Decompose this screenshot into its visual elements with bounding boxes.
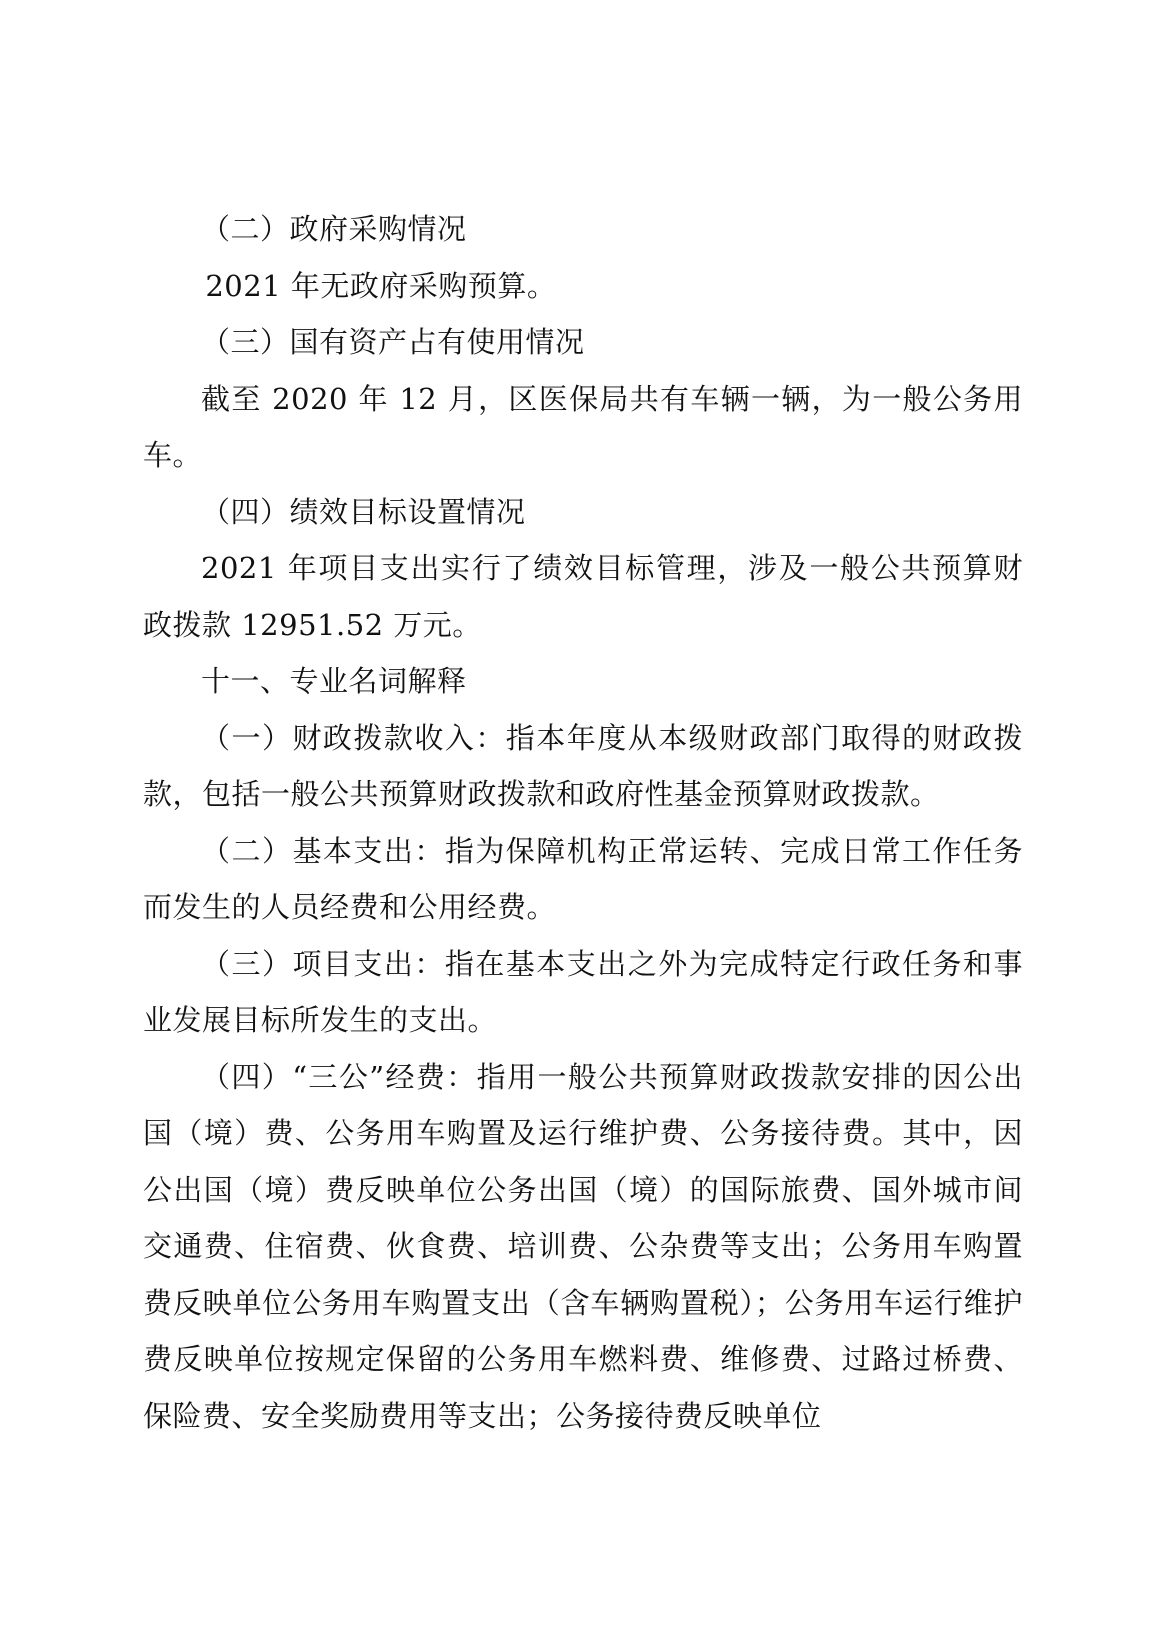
section-heading-performance: （四）绩效目标设置情况 (201, 494, 526, 529)
section-heading-glossary: 十一、专业名词解释 (201, 664, 467, 698)
paragraph-state-assets: 截至 2020 年 12 月，区医保局共有车辆一辆，为一般公务用车。 (143, 381, 1024, 472)
paragraph-glossary-3: （三）项目支出：指在基本支出之外为完成特定行政任务和事业发展目标所发生的支出。 (143, 946, 1023, 1037)
paragraph-glossary-2: （二）基本支出：指为保障机构正常运转、完成日常工作任务而发生的人员经费和公用经费。 (143, 833, 1023, 924)
paragraph-glossary-1: （一）财政拨款收入：指本年度从本级财政部门取得的财政拨款，包括一般公共预算财政拨款和政府性基金预算财政拨款。 (143, 720, 1023, 811)
paragraph-performance: 2021 年项目支出实行了绩效目标管理，涉及一般公共预算财政拨款 12951.52 万元。 (143, 551, 1023, 642)
section-heading-procurement: （二）政府采购情况 (201, 212, 467, 246)
document-body (143, 201, 1023, 1444)
paragraph-glossary-4: （四）“三公”经费：指用一般公共预算财政拨款安排的因公出国（境）费、公务用车购置及运行维护费、公务接待费。其中，因公出国（境）费反映单位公务出国（境）的国际旅费、国外城市间交通费、住宿费、伙食费、培训费、公杂费等支出；公务用车购置费反映单位公务用车购置支出（含车辆购置税）；公务用车运行维护费反映单位按规定保留的公务用车燃料费、维修费、过路过桥费、保险费、安全奖励费用等支出；公务接待费反映单位 (143, 1059, 1023, 1433)
paragraph-procurement: 2021 年无政府采购预算。 (205, 268, 557, 303)
section-heading-state-assets: （三）国有资产占有使用情况 (201, 325, 585, 359)
